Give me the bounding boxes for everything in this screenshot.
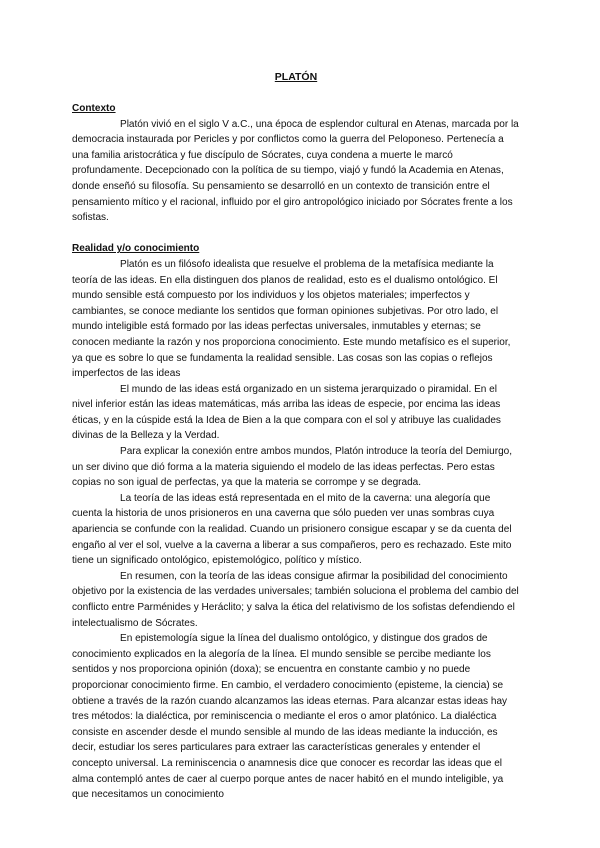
paragraph: La teoría de las ideas está representada en el mito de la caverna: una alegoría que cuenta la historia de unos prisioneros en una caverna que sólo pueden ver unas sombras cuya apariencia se confunde con la realidad. Cuando un prisionero consigue escapar y se da cuenta del engaño al ver el sol, vuelve a la caverna a liberar a sus compañeros, pero es rechazado. Este mito tiene un significado ontológico, epistemológico, político y místico. (72, 492, 512, 567)
document-page (72, 70, 520, 803)
section-heading-contexto: Contexto (72, 103, 116, 114)
section-gap (72, 226, 520, 242)
paragraph: En resumen, con la teoría de las ideas consigue afirmar la posibilidad del conocimiento objetivo por la existencia de las verdades universales; también soluciona el problema del cambio del conflicto entre Parménides y Heráclito; y salva la ética del relativismo de los sofistas defendiendo el intelectualismo de Sócrates. (72, 570, 519, 629)
paragraph: Para explicar la conexión entre ambos mundos, Platón introduce la teoría del Demiurgo, un ser divino que dió forma a la materia siguiendo el modelo de las ideas perfectas. Pero estas copias no son igual de perfectas, ya que la materia se corrompe y se degrada. (72, 446, 513, 489)
document-title: PLATÓN (274, 71, 318, 83)
paragraph: El mundo de las ideas está organizado en un sistema jerarquizado o piramidal. En el nivel inferior están las ideas matemáticas, más arriba las ideas de especie, por encima las ideas éticas, y en la cúspide está la Idea de Bien a la que compara con el sol y atribuye las cualidades divinas de la Belleza y la Verdad. (72, 383, 501, 442)
paragraph: Platón vivió en el siglo V a.C., una época de esplendor cultural en Atenas, marcada por la democracia instaurada por Pericles y por conflictos como la guerra del Peloponeso. Pertenecía a una familia aristocrática y fue discípulo de Sócrates, cuya condena a muerte le marcó profundamente. Decepcionado con la política de su tiempo, viajó y fundó la Academia en Atenas, donde enseñó su filosofía. Su pensamiento se desarrolló en un contexto de transición entre el pensamiento mítico y el racional, influido por el giro antropológico iniciado por Sócrates frente a los sofistas. (72, 118, 519, 224)
paragraph: Platón es un filósofo idealista que resuelve el problema de la metafísica mediante la teoría de las ideas. En ella distinguen dos planos de realidad, esto es el dualismo ontológico. El mundo sensible está compuesto por los individuos y los objetos materiales; imperfectos y cambiantes, se conoce mediante los sentidos que forman opiniones subjetivas. Por otro lado, el mundo inteligible está formado por las ideas perfectas universales, inmutables y eternas; se conocen mediante la razón y nos proporciona conocimiento. Este mundo metafísico es el superior, ya que es sobre lo que se fundamenta la realidad sensible. Las cosas son las copias o reflejos imperfectos de las ideas (72, 258, 511, 380)
section-heading-realidad-conocimiento: Realidad y/o conocimiento (72, 243, 200, 255)
paragraph: En epistemología sigue la línea del dualismo ontológico, y distingue dos grados de conocimiento explicados en la alegoría de la línea. El mundo sensible se percibe mediante los sentidos y nos proporciona opinión (doxa); se encuentra en constante cambio y no puede proporcionar conocimiento firme. En cambio, el verdadero conocimiento (episteme, la ciencia) se obtiene a través de la razón cuando alcanzamos las ideas eternas. Para alcanzar estas ideas hay tres métodos: la dialéctica, por reminiscencia o mediante el eros o amor platónico. La dialéctica consiste en ascender desde el mundo sensible al mundo de las ideas mediante la inducción, es decir, estudiar los seres particulares para extraer las características generales y entender el concepto universal. La reminiscencia o anamnesis dice que conocer es recordar las ideas que el alma contempló antes de caer al cuerpo porque antes de nacer habitó en el mundo inteligible, ya que necesitamos un conocimiento (72, 633, 508, 801)
